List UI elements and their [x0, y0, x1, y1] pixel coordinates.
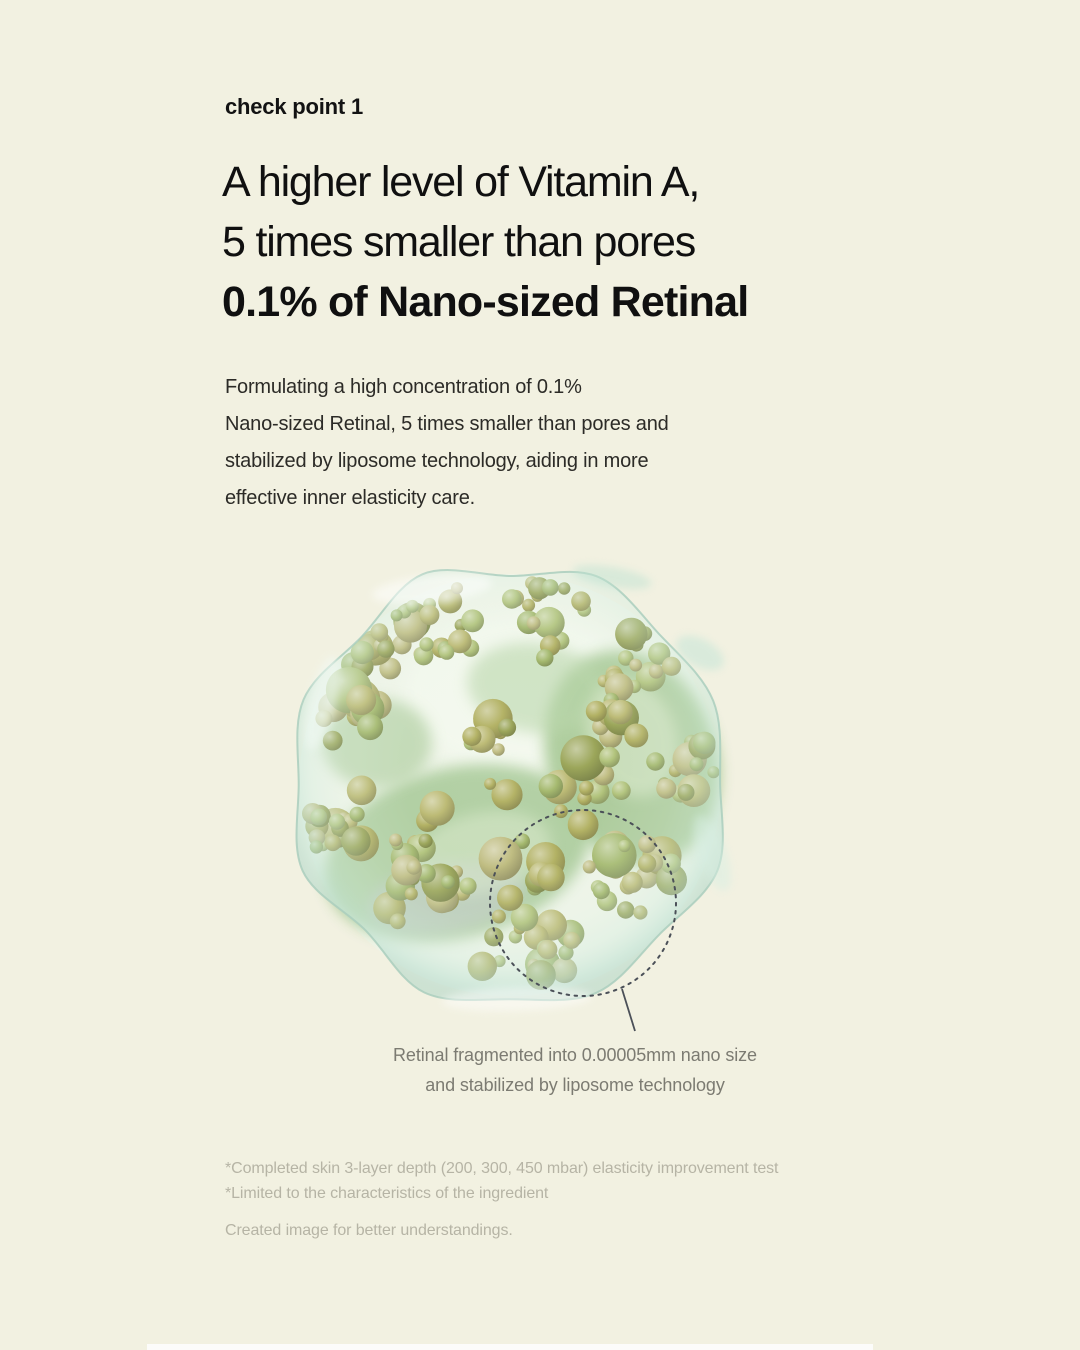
heading-line: 0.1% of Nano-sized Retinal: [222, 278, 749, 326]
footnote-line: *Completed skin 3-layer depth (200, 300, 450 mbar) elasticity improvement test: [225, 1160, 779, 1177]
body-line: Formulating a high concentration of 0.1%: [225, 376, 582, 398]
illustration-caption: [325, 1040, 825, 1100]
eyebrow-label: check point 1: [225, 94, 363, 119]
heading-line: 5 times smaller than pores: [222, 218, 696, 266]
footnotes: [225, 1156, 778, 1206]
footnote-line: *Limited to the characteristics of the ingredient: [225, 1185, 549, 1202]
liposome-illustration: [282, 553, 742, 1053]
next-section-edge: [147, 1344, 873, 1350]
heading-line: A higher level of Vitamin A,: [222, 158, 700, 206]
disclaimer-text: Created image for better understandings.: [225, 1222, 513, 1239]
annotation-pointer-line: [622, 989, 635, 1031]
section-body-text: [225, 369, 669, 517]
liposome-membrane: [296, 570, 722, 1000]
body-line: effective inner elasticity care.: [225, 487, 476, 509]
section-heading: [222, 152, 748, 332]
liposome-sphere-graphic: [282, 553, 742, 1053]
body-line: Nano-sized Retinal, 5 times smaller than pores and: [225, 413, 669, 435]
caption-line: Retinal fragmented into 0.00005mm nano size: [393, 1045, 757, 1065]
caption-line: and stabilized by liposome technology: [425, 1075, 725, 1095]
body-line: stabilized by liposome technology, aiding in more: [225, 450, 649, 472]
